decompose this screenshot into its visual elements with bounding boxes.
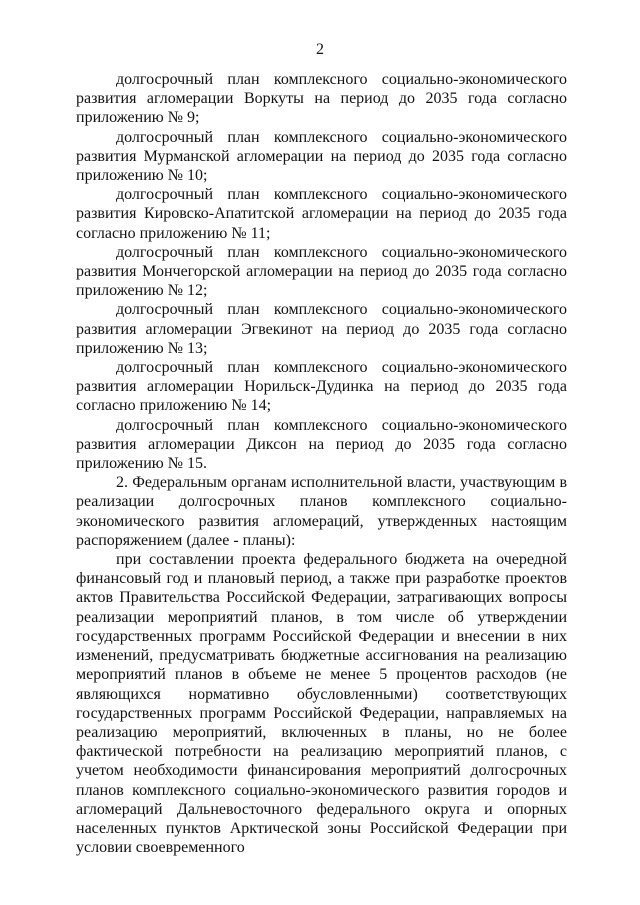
paragraph-appendix-10: долгосрочный план комплексного социально-экономического развития Мурманской агломерации на период до 2035 года согласно приложению № 10; [76, 128, 567, 185]
document-body [76, 70, 567, 857]
paragraph-appendix-9: долгосрочный план комплексного социально-экономического развития агломерации Воркуты на период до 2035 года согласно приложению № 9; [76, 71, 567, 127]
paragraph-section-2: 2. Федеральным органам исполнительной власти, участвующим в реализации долгосрочных планов комплексного социально-экономического развития агломераций, утвержденных настоящим распоряжением (далее - планы): [76, 474, 567, 549]
paragraph-appendix-14: долгосрочный план комплексного социально-экономического развития агломерации Норильск-Дудинка на период до 2035 года согласно приложению № 14; [76, 359, 567, 415]
paragraph-appendix-12: долгосрочный план комплексного социально-экономического развития Мончегорской агломерации на период до 2035 года согласно приложению № 12; [76, 243, 567, 300]
paragraph-appendix-11: долгосрочный план комплексного социально-экономического развития Кировско-Апатитской агломерации на период до 2035 года согласно приложению № 11; [76, 186, 567, 242]
paragraph-budget-provision: при составлении проекта федерального бюджета на очередной финансовый год и плановый период, а также при разработке проектов актов Правительства Российской Федерации, затрагивающих вопросы реализации мероприятий планов, в том числе об утверждении государственных программ Российской Федерации и внесении в них изменений, предусматривать бюджетные ассигнования на реализацию мероприятий планов в объеме не менее 5 процентов расходов (не являющихся нормативно обусловленными) соответствующих государственных программ Российской Федерации, направляемых на реализацию мероприятий, включенных в планы, но не более фактической потребности на реализацию мероприятий планов, с учетом необходимости финансирования мероприятий долгосрочных планов комплексного социально-экономического развития городов и агломераций Дальневосточного федерального округа и опорных населенных пунктов Арктической зоны Российской Федерации при условии своевременного [76, 551, 567, 857]
paragraph-appendix-15: долгосрочный план комплексного социально-экономического развития агломерации Диксон на период до 2035 года согласно приложению № 15. [76, 416, 567, 473]
page-number: 2 [316, 41, 324, 58]
paragraph-appendix-13: долгосрочный план комплексного социально-экономического развития агломерации Эгвекинот на период до 2035 года согласно приложению № 13; [76, 301, 567, 357]
